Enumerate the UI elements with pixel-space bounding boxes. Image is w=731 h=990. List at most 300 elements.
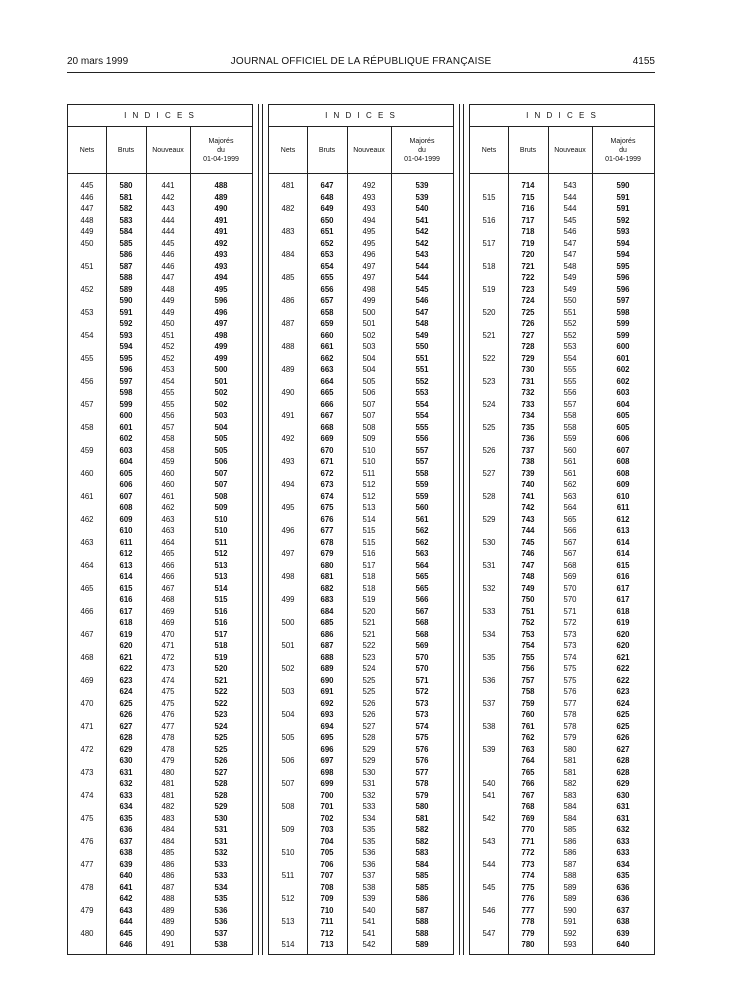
table-row bbox=[68, 629, 252, 640]
table-row bbox=[470, 341, 654, 352]
cell-bruts: 706 bbox=[320, 859, 334, 869]
cell-majores: 541 bbox=[415, 215, 429, 225]
cell-nets: 458 bbox=[80, 422, 94, 432]
cell-nouveaux: 473 bbox=[161, 664, 175, 673]
cell-nouveaux: 535 bbox=[362, 825, 376, 834]
table-row bbox=[269, 652, 453, 663]
cell-bruts: 750 bbox=[521, 595, 535, 604]
cell-bruts: 751 bbox=[521, 606, 535, 616]
table-row bbox=[470, 514, 654, 525]
table-row bbox=[470, 295, 654, 306]
cell-majores: 594 bbox=[616, 238, 630, 248]
cell-bruts: 664 bbox=[320, 376, 334, 386]
cell-majores: 496 bbox=[214, 307, 228, 317]
cell-bruts: 692 bbox=[320, 698, 334, 708]
table-row bbox=[470, 318, 654, 329]
cell-majores: 540 bbox=[415, 204, 429, 213]
table-row bbox=[470, 801, 654, 812]
cell-nouveaux: 504 bbox=[362, 353, 376, 363]
table-row bbox=[68, 203, 252, 214]
cell-nouveaux: 575 bbox=[563, 675, 577, 685]
cell-nouveaux: 463 bbox=[161, 526, 175, 535]
cell-nouveaux: 505 bbox=[362, 376, 376, 386]
cell-bruts: 745 bbox=[521, 537, 535, 547]
cell-majores: 627 bbox=[616, 744, 630, 754]
cell-nets: 525 bbox=[482, 422, 496, 432]
cell-bruts: 581 bbox=[119, 192, 133, 202]
cell-bruts: 640 bbox=[119, 871, 133, 880]
cell-bruts: 773 bbox=[521, 859, 535, 869]
cell-majores: 636 bbox=[616, 882, 630, 892]
cell-nets: 464 bbox=[80, 560, 94, 570]
cell-nouveaux: 530 bbox=[362, 767, 376, 777]
table-row bbox=[470, 479, 654, 490]
cell-bruts: 583 bbox=[119, 215, 133, 225]
cell-bruts: 742 bbox=[521, 503, 535, 512]
indices-group-header: I N D I C E S bbox=[269, 105, 453, 127]
cell-majores: 588 bbox=[415, 917, 429, 926]
cell-nets: 489 bbox=[281, 365, 295, 374]
table-row bbox=[68, 594, 252, 605]
cell-nouveaux: 478 bbox=[161, 733, 175, 742]
cell-nouveaux: 448 bbox=[161, 284, 175, 294]
cell-majores: 632 bbox=[616, 825, 630, 834]
cell-bruts: 627 bbox=[119, 721, 133, 731]
cell-bruts: 612 bbox=[119, 549, 133, 558]
cell-majores: 516 bbox=[214, 606, 228, 616]
cell-majores: 640 bbox=[616, 940, 630, 949]
cell-majores: 591 bbox=[616, 192, 630, 202]
table-row bbox=[269, 709, 453, 720]
cell-bruts: 654 bbox=[320, 261, 334, 271]
cell-nouveaux: 512 bbox=[362, 491, 376, 501]
cell-majores: 626 bbox=[616, 733, 630, 742]
cell-nouveaux: 574 bbox=[563, 652, 577, 662]
cell-nouveaux: 453 bbox=[161, 365, 175, 374]
cell-nouveaux: 475 bbox=[161, 687, 175, 696]
cell-nouveaux: 536 bbox=[362, 859, 376, 869]
cell-bruts: 699 bbox=[320, 779, 334, 788]
cell-nets: 480 bbox=[80, 928, 94, 938]
cell-nets: 490 bbox=[281, 388, 295, 397]
cell-nouveaux: 566 bbox=[563, 526, 577, 535]
table-row bbox=[269, 755, 453, 766]
cell-nouveaux: 455 bbox=[161, 388, 175, 397]
table-row bbox=[470, 767, 654, 778]
cell-majores: 625 bbox=[616, 721, 630, 731]
table-row bbox=[470, 399, 654, 410]
table-row bbox=[269, 215, 453, 226]
table-row bbox=[470, 433, 654, 444]
cell-bruts: 703 bbox=[320, 825, 334, 834]
indices-table-1 bbox=[67, 104, 253, 955]
table-row bbox=[68, 525, 252, 536]
cell-majores: 638 bbox=[616, 917, 630, 926]
cell-nouveaux: 491 bbox=[161, 940, 175, 949]
table-row bbox=[269, 583, 453, 594]
cell-majores: 585 bbox=[415, 882, 429, 892]
cell-majores: 551 bbox=[415, 353, 429, 363]
cell-nouveaux: 579 bbox=[563, 733, 577, 742]
cell-bruts: 656 bbox=[320, 284, 334, 294]
cell-majores: 531 bbox=[214, 825, 228, 834]
cell-bruts: 636 bbox=[119, 825, 133, 834]
cell-nets: 465 bbox=[80, 583, 94, 593]
cell-nouveaux: 560 bbox=[563, 445, 577, 455]
cell-bruts: 594 bbox=[119, 342, 133, 351]
cell-majores: 499 bbox=[214, 342, 228, 351]
cell-majores: 576 bbox=[415, 744, 429, 754]
cell-nets: 506 bbox=[281, 756, 295, 765]
cell-bruts: 768 bbox=[521, 802, 535, 811]
cell-bruts: 780 bbox=[521, 940, 535, 949]
cell-nets: 486 bbox=[281, 296, 295, 305]
cell-bruts: 580 bbox=[119, 181, 133, 190]
cell-bruts: 663 bbox=[320, 365, 334, 374]
cell-nouveaux: 570 bbox=[563, 583, 577, 593]
table-row bbox=[470, 571, 654, 582]
cell-bruts: 681 bbox=[320, 572, 334, 581]
table-row bbox=[68, 341, 252, 352]
cell-bruts: 774 bbox=[521, 871, 535, 880]
cell-bruts: 696 bbox=[320, 744, 334, 754]
cell-nouveaux: 549 bbox=[563, 273, 577, 282]
cell-bruts: 606 bbox=[119, 480, 133, 489]
cell-majores: 520 bbox=[214, 664, 228, 673]
cell-bruts: 609 bbox=[119, 514, 133, 524]
cell-nouveaux: 478 bbox=[161, 744, 175, 754]
cell-bruts: 622 bbox=[119, 664, 133, 673]
cell-bruts: 682 bbox=[320, 583, 334, 593]
cell-bruts: 625 bbox=[119, 698, 133, 708]
cell-nouveaux: 544 bbox=[563, 204, 577, 213]
cell-nouveaux: 543 bbox=[563, 181, 577, 190]
cell-nets: 501 bbox=[281, 641, 295, 650]
cell-nouveaux: 492 bbox=[362, 181, 376, 190]
cell-nets: 483 bbox=[281, 227, 295, 236]
table-row bbox=[68, 767, 252, 778]
cell-nouveaux: 495 bbox=[362, 227, 376, 236]
table-row bbox=[470, 364, 654, 375]
cell-bruts: 605 bbox=[119, 468, 133, 478]
cell-nouveaux: 545 bbox=[563, 215, 577, 225]
cell-nouveaux: 497 bbox=[362, 273, 376, 282]
cell-nouveaux: 525 bbox=[362, 687, 376, 696]
column-header-nouveaux: Nouveaux bbox=[152, 147, 184, 154]
cell-bruts: 638 bbox=[119, 848, 133, 857]
cell-bruts: 743 bbox=[521, 514, 535, 524]
table-row bbox=[470, 249, 654, 260]
cell-nets: 520 bbox=[482, 307, 496, 317]
cell-bruts: 608 bbox=[119, 503, 133, 512]
cell-bruts: 586 bbox=[119, 250, 133, 259]
cell-majores: 631 bbox=[616, 802, 630, 811]
cell-bruts: 729 bbox=[521, 353, 535, 363]
cell-bruts: 720 bbox=[521, 250, 535, 259]
cell-nets: 482 bbox=[281, 204, 295, 213]
cell-nouveaux: 470 bbox=[161, 629, 175, 639]
cell-majores: 605 bbox=[616, 411, 630, 420]
table-row bbox=[470, 675, 654, 686]
table-row bbox=[68, 905, 252, 916]
cell-majores: 629 bbox=[616, 779, 630, 788]
table-row bbox=[68, 698, 252, 709]
table-row bbox=[470, 859, 654, 870]
table-row bbox=[68, 652, 252, 663]
table-row bbox=[68, 537, 252, 548]
cell-nets: 545 bbox=[482, 882, 496, 892]
cell-majores: 553 bbox=[415, 388, 429, 397]
cell-majores: 530 bbox=[214, 813, 228, 823]
cell-majores: 635 bbox=[616, 871, 630, 880]
cell-majores: 526 bbox=[214, 756, 228, 765]
table-row bbox=[470, 215, 654, 226]
cell-bruts: 639 bbox=[119, 859, 133, 869]
cell-majores: 631 bbox=[616, 813, 630, 823]
cell-nets: 447 bbox=[80, 204, 94, 213]
cell-majores: 536 bbox=[214, 917, 228, 926]
cell-majores: 585 bbox=[415, 871, 429, 880]
cell-nouveaux: 510 bbox=[362, 445, 376, 455]
table-row bbox=[68, 640, 252, 651]
cell-nouveaux: 582 bbox=[563, 779, 577, 788]
cell-majores: 554 bbox=[415, 411, 429, 420]
cell-bruts: 669 bbox=[320, 434, 334, 443]
cell-majores: 603 bbox=[616, 388, 630, 397]
table-row bbox=[269, 180, 453, 191]
cell-majores: 492 bbox=[214, 238, 228, 248]
cell-nets: 526 bbox=[482, 445, 496, 455]
cell-nets: 517 bbox=[482, 238, 496, 248]
table-row bbox=[269, 882, 453, 893]
cell-majores: 559 bbox=[415, 491, 429, 501]
table-row bbox=[68, 445, 252, 456]
cell-majores: 609 bbox=[616, 480, 630, 489]
table-row bbox=[68, 502, 252, 513]
cell-bruts: 691 bbox=[320, 687, 334, 696]
table-row bbox=[470, 813, 654, 824]
cell-bruts: 760 bbox=[521, 710, 535, 719]
table-row bbox=[68, 410, 252, 421]
cell-nouveaux: 455 bbox=[161, 399, 175, 409]
cell-majores: 617 bbox=[616, 595, 630, 604]
cell-bruts: 660 bbox=[320, 330, 334, 340]
cell-majores: 568 bbox=[415, 618, 429, 627]
cell-majores: 628 bbox=[616, 756, 630, 765]
cell-bruts: 736 bbox=[521, 434, 535, 443]
cell-bruts: 708 bbox=[320, 882, 334, 892]
table-row bbox=[269, 502, 453, 513]
cell-majores: 596 bbox=[616, 273, 630, 282]
table-row bbox=[269, 859, 453, 870]
cell-majores: 580 bbox=[415, 802, 429, 811]
cell-bruts: 700 bbox=[320, 790, 334, 800]
cell-bruts: 756 bbox=[521, 664, 535, 673]
cell-bruts: 731 bbox=[521, 376, 535, 386]
table-row bbox=[68, 353, 252, 364]
cell-majores: 502 bbox=[214, 388, 228, 397]
column-header-nouveaux: Nouveaux bbox=[353, 147, 385, 154]
cell-nouveaux: 532 bbox=[362, 790, 376, 800]
table-row bbox=[470, 698, 654, 709]
cell-nouveaux: 565 bbox=[563, 514, 577, 524]
cell-majores: 612 bbox=[616, 514, 630, 524]
table-row bbox=[470, 192, 654, 203]
table-row bbox=[470, 617, 654, 628]
table-row bbox=[269, 606, 453, 617]
table-row bbox=[269, 939, 453, 950]
cell-bruts: 601 bbox=[119, 422, 133, 432]
table-row bbox=[269, 525, 453, 536]
cell-bruts: 767 bbox=[521, 790, 535, 800]
cell-majores: 582 bbox=[415, 825, 429, 834]
cell-bruts: 719 bbox=[521, 238, 535, 248]
cell-nets: 492 bbox=[281, 434, 295, 443]
cell-nouveaux: 507 bbox=[362, 411, 376, 420]
cell-nets: 445 bbox=[80, 181, 94, 190]
cell-majores: 490 bbox=[214, 204, 228, 213]
cell-majores: 575 bbox=[415, 733, 429, 742]
cell-majores: 628 bbox=[616, 767, 630, 777]
table-row bbox=[68, 261, 252, 272]
cell-bruts: 648 bbox=[320, 192, 334, 202]
cell-nouveaux: 449 bbox=[161, 296, 175, 305]
cell-bruts: 602 bbox=[119, 434, 133, 443]
cell-nets: 456 bbox=[80, 376, 94, 386]
cell-nets: 531 bbox=[482, 560, 496, 570]
cell-nouveaux: 573 bbox=[563, 629, 577, 639]
table-row bbox=[269, 203, 453, 214]
cell-nouveaux: 531 bbox=[362, 779, 376, 788]
cell-nouveaux: 512 bbox=[362, 480, 376, 489]
cell-majores: 498 bbox=[214, 330, 228, 340]
cell-nouveaux: 497 bbox=[362, 261, 376, 271]
table-row bbox=[68, 399, 252, 410]
cell-nets: 509 bbox=[281, 825, 295, 834]
cell-bruts: 764 bbox=[521, 756, 535, 765]
cell-nets: 452 bbox=[80, 284, 94, 294]
table-row bbox=[269, 928, 453, 939]
table-row bbox=[68, 939, 252, 950]
cell-bruts: 645 bbox=[119, 928, 133, 938]
cell-bruts: 610 bbox=[119, 526, 133, 535]
cell-nouveaux: 481 bbox=[161, 790, 175, 800]
cell-bruts: 598 bbox=[119, 388, 133, 397]
cell-nets: 463 bbox=[80, 537, 94, 547]
cell-majores: 568 bbox=[415, 629, 429, 639]
cell-majores: 508 bbox=[214, 491, 228, 501]
cell-nouveaux: 460 bbox=[161, 468, 175, 478]
cell-majores: 624 bbox=[616, 698, 630, 708]
cell-nets: 544 bbox=[482, 859, 496, 869]
cell-bruts: 776 bbox=[521, 894, 535, 903]
cell-nouveaux: 544 bbox=[563, 192, 577, 202]
table-row bbox=[68, 686, 252, 697]
cell-majores: 497 bbox=[214, 319, 228, 328]
table-row bbox=[68, 422, 252, 433]
cell-nouveaux: 592 bbox=[563, 928, 577, 938]
cell-nouveaux: 589 bbox=[563, 882, 577, 892]
table-row bbox=[269, 571, 453, 582]
table-row bbox=[68, 606, 252, 617]
table-row bbox=[68, 801, 252, 812]
cell-nouveaux: 457 bbox=[161, 422, 175, 432]
cell-nouveaux: 591 bbox=[563, 917, 577, 926]
column-header-majores: Majorés du 01-04-1999 bbox=[404, 138, 440, 163]
cell-nouveaux: 581 bbox=[563, 756, 577, 765]
column-header-majores: Majorés du 01-04-1999 bbox=[605, 138, 641, 163]
cell-nouveaux: 518 bbox=[362, 583, 376, 593]
cell-majores: 516 bbox=[214, 618, 228, 627]
cell-majores: 488 bbox=[214, 181, 228, 190]
cell-nouveaux: 480 bbox=[161, 767, 175, 777]
cell-nets: 500 bbox=[281, 618, 295, 627]
cell-nets: 516 bbox=[482, 215, 496, 225]
cell-majores: 563 bbox=[415, 549, 429, 558]
table-row bbox=[68, 479, 252, 490]
cell-bruts: 599 bbox=[119, 399, 133, 409]
cell-bruts: 741 bbox=[521, 491, 535, 501]
cell-nouveaux: 465 bbox=[161, 549, 175, 558]
cell-majores: 576 bbox=[415, 756, 429, 765]
cell-majores: 636 bbox=[616, 894, 630, 903]
table-row bbox=[269, 272, 453, 283]
header-rule bbox=[67, 72, 655, 73]
table-row bbox=[269, 433, 453, 444]
cell-majores: 493 bbox=[214, 261, 228, 271]
cell-nouveaux: 481 bbox=[161, 779, 175, 788]
cell-majores: 581 bbox=[415, 813, 429, 823]
cell-nouveaux: 464 bbox=[161, 537, 175, 547]
cell-bruts: 662 bbox=[320, 353, 334, 363]
cell-bruts: 658 bbox=[320, 307, 334, 317]
table-row bbox=[269, 387, 453, 398]
table-row bbox=[269, 514, 453, 525]
cell-bruts: 590 bbox=[119, 296, 133, 305]
cell-bruts: 613 bbox=[119, 560, 133, 570]
cell-majores: 537 bbox=[214, 928, 228, 938]
cell-majores: 491 bbox=[214, 215, 228, 225]
cell-majores: 634 bbox=[616, 859, 630, 869]
cell-majores: 510 bbox=[214, 514, 228, 524]
cell-nouveaux: 535 bbox=[362, 836, 376, 846]
cell-majores: 599 bbox=[616, 319, 630, 328]
cell-bruts: 616 bbox=[119, 595, 133, 604]
table-row bbox=[68, 491, 252, 502]
table-row bbox=[269, 560, 453, 571]
table-row bbox=[470, 652, 654, 663]
cell-nouveaux: 578 bbox=[563, 721, 577, 731]
cell-majores: 558 bbox=[415, 468, 429, 478]
cell-bruts: 614 bbox=[119, 572, 133, 581]
cell-nouveaux: 590 bbox=[563, 905, 577, 915]
cell-bruts: 592 bbox=[119, 319, 133, 328]
cell-nets: 473 bbox=[80, 767, 94, 777]
table-row bbox=[269, 870, 453, 881]
cell-majores: 577 bbox=[415, 767, 429, 777]
cell-majores: 513 bbox=[214, 560, 228, 570]
cell-majores: 564 bbox=[415, 560, 429, 570]
cell-nouveaux: 567 bbox=[563, 549, 577, 558]
cell-majores: 510 bbox=[214, 526, 228, 535]
cell-bruts: 587 bbox=[119, 261, 133, 271]
cell-majores: 592 bbox=[616, 215, 630, 225]
cell-nets: 448 bbox=[80, 215, 94, 225]
table-row bbox=[269, 629, 453, 640]
cell-nets: 535 bbox=[482, 652, 496, 662]
table-row bbox=[470, 548, 654, 559]
cell-bruts: 672 bbox=[320, 468, 334, 478]
